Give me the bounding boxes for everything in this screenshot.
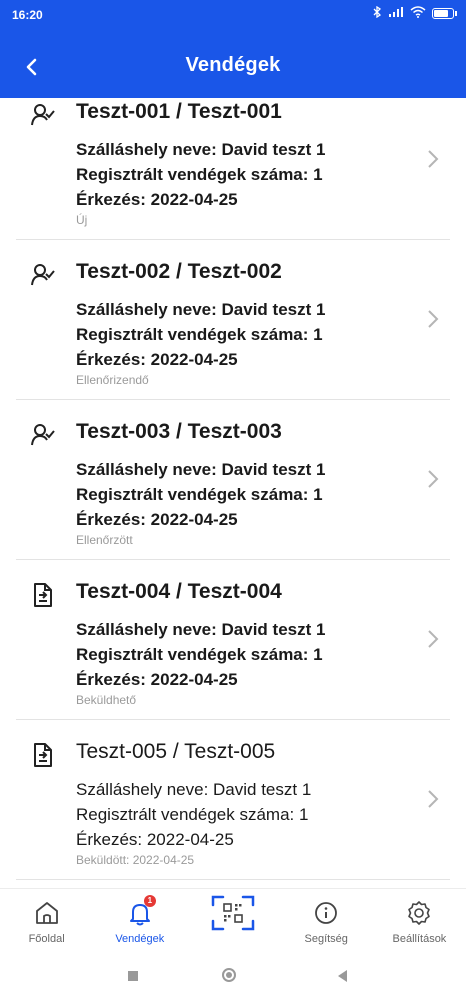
home-button-icon[interactable] [222, 968, 238, 984]
back-triangle-icon[interactable] [338, 968, 354, 984]
nav-item-guests[interactable] [93, 889, 186, 956]
item-details [76, 297, 325, 372]
item-title: Teszt-002 / Teszt-002 [76, 260, 282, 283]
document-send-icon [30, 742, 56, 768]
item-guest-count: Regisztrált vendégek száma: 1 [76, 805, 309, 824]
item-status: Beküldhető [76, 693, 137, 707]
info-icon [312, 899, 340, 927]
item-title: Teszt-004 / Teszt-004 [76, 580, 282, 603]
home-icon [33, 899, 61, 927]
nav-item-qr-scan[interactable] [186, 889, 279, 956]
item-guest-count: Regisztrált vendégek száma: 1 [76, 325, 323, 344]
list-item[interactable] [16, 240, 450, 400]
status-icons [372, 6, 454, 21]
signal-icon [388, 6, 404, 21]
qr-scan-icon [209, 893, 257, 933]
item-accommodation: Szálláshely neve: David teszt 1 [76, 460, 326, 479]
item-accommodation: Szálláshely neve: David teszt 1 [76, 620, 326, 639]
nav-label: Főoldal [28, 933, 65, 945]
item-arrival: Érkezés: 2022-04-25 [76, 510, 238, 529]
system-nav-bar [0, 956, 466, 996]
item-arrival: Érkezés: 2022-04-25 [76, 350, 238, 369]
item-accommodation: Szálláshely neve: David teszt 1 [76, 140, 326, 159]
nav-item-settings[interactable] [373, 889, 466, 956]
item-status: Ellenőrzött [76, 533, 133, 547]
item-guest-count: Regisztrált vendégek száma: 1 [76, 645, 323, 664]
recent-apps-icon[interactable] [125, 968, 141, 984]
chevron-right-icon[interactable] [426, 468, 446, 492]
list-item[interactable] [16, 560, 450, 720]
item-arrival: Érkezés: 2022-04-25 [76, 830, 234, 849]
item-title: Teszt-005 / Teszt-005 [76, 740, 276, 763]
status-time: 16:20 [12, 8, 43, 22]
list-item[interactable] [16, 400, 450, 560]
item-title: Teszt-001 / Teszt-001 [76, 100, 282, 123]
bottom-nav [0, 888, 466, 956]
item-arrival: Érkezés: 2022-04-25 [76, 670, 238, 689]
wifi-icon [410, 6, 426, 21]
chevron-right-icon[interactable] [426, 628, 446, 652]
chevron-right-icon[interactable] [426, 148, 446, 172]
item-details [76, 137, 325, 212]
chevron-right-icon[interactable] [426, 788, 446, 812]
page-title: Vendégek [185, 54, 281, 76]
battery-icon [432, 8, 454, 19]
gear-icon [405, 899, 433, 927]
nav-label: Beállítások [392, 933, 447, 945]
item-details [76, 617, 325, 692]
item-accommodation: Szálláshely neve: David teszt 1 [76, 300, 326, 319]
item-details [76, 457, 325, 532]
item-status: Ellenőrizendő [76, 373, 149, 387]
document-send-icon [30, 582, 56, 608]
notification-badge: 1 [144, 895, 156, 907]
app-header [0, 32, 466, 98]
nav-item-help[interactable] [280, 889, 373, 956]
item-status: Új [76, 213, 88, 227]
item-guest-count: Regisztrált vendégek száma: 1 [76, 485, 323, 504]
list-item[interactable] [16, 98, 450, 240]
person-check-icon [30, 262, 56, 288]
person-check-icon [30, 422, 56, 448]
item-details [76, 777, 311, 852]
nav-item-home[interactable] [0, 889, 93, 956]
nav-label: Segítség [304, 933, 348, 945]
bluetooth-icon [372, 6, 382, 21]
item-guest-count: Regisztrált vendégek száma: 1 [76, 165, 323, 184]
list-item[interactable] [16, 720, 450, 880]
item-accommodation: Szálláshely neve: David teszt 1 [76, 780, 312, 799]
nav-label: Vendégek [115, 933, 165, 945]
guest-list[interactable] [0, 98, 466, 888]
item-status: Beküldött: 2022-04-25 [76, 853, 195, 867]
chevron-right-icon[interactable] [426, 308, 446, 332]
status-bar [0, 0, 466, 32]
person-check-icon [30, 102, 56, 128]
item-title: Teszt-003 / Teszt-003 [76, 420, 282, 443]
item-arrival: Érkezés: 2022-04-25 [76, 190, 238, 209]
